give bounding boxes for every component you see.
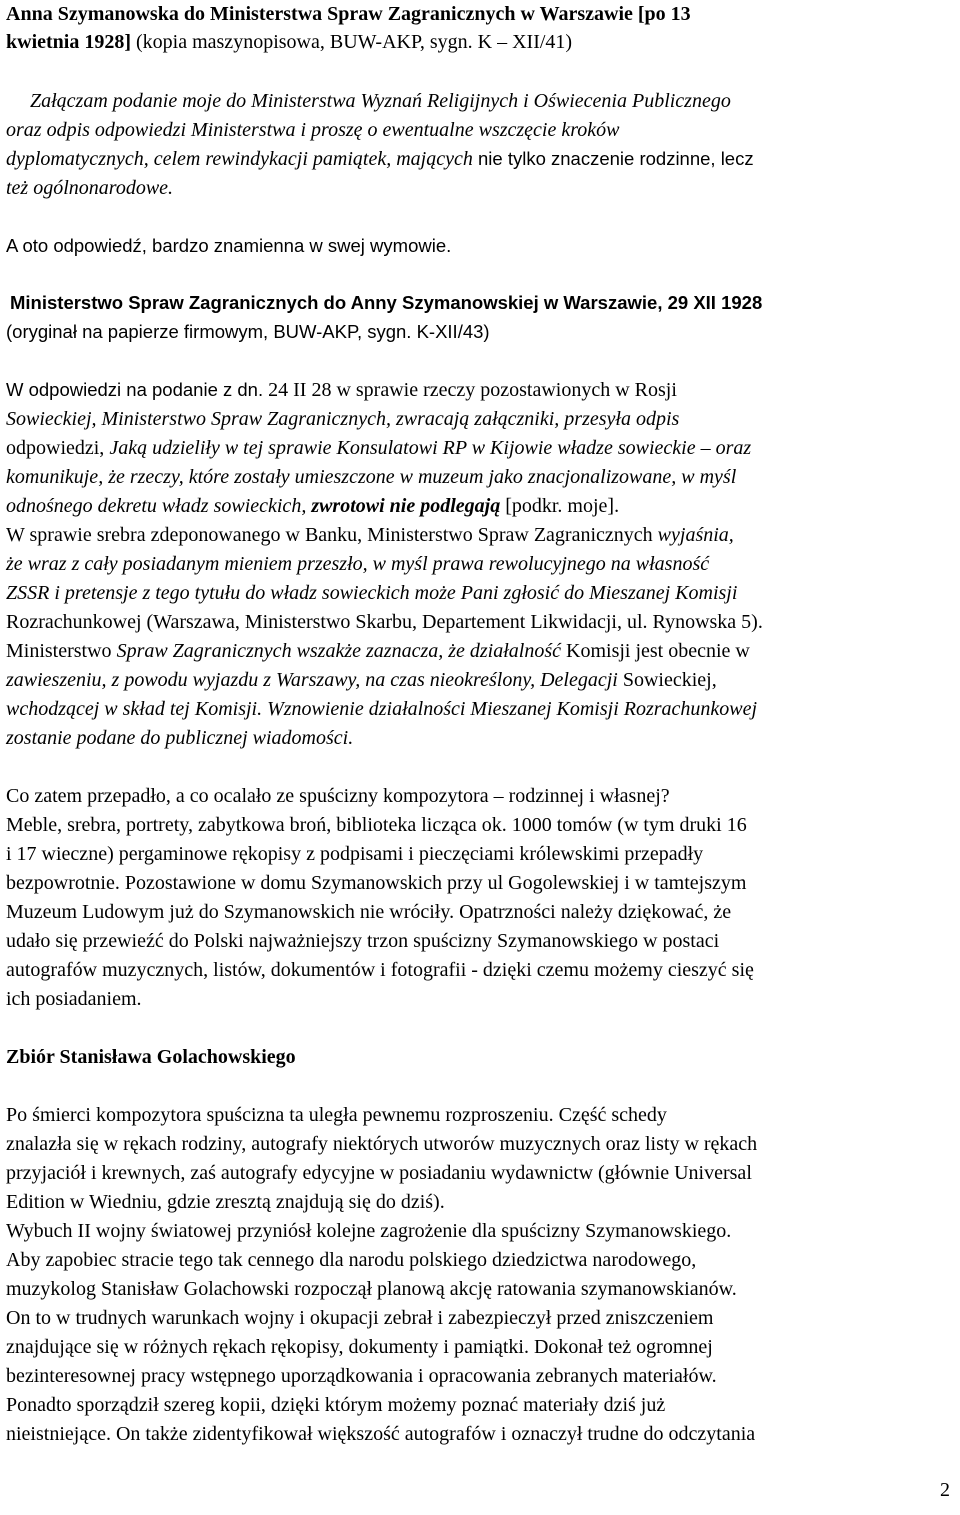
reply-text-line: W odpowiedzi na podanie z dn. 24 II 28 w sprawie rzeczy pozostawionych w Rosji: [6, 379, 677, 401]
section-text-line: przyjaciół i krewnych, zaś autografy edycyjne w posiadaniu wydawnictw (głównie Universal: [6, 1162, 752, 1184]
letter-text-line: Załączam podanie moje do Ministerstwa Wyznań Religijnych i Oświecenia Publicznego: [30, 90, 731, 112]
section-text-line: On to w trudnych warunkach wojny i okupacji zebrał i zabezpieczył przed zniszczeniem: [6, 1307, 714, 1329]
reply-text-line: Sowieckiej, Ministerstwo Spraw Zagranicznych, zwracają załączniki, przesyła odpis: [6, 408, 680, 430]
body-text-line: i 17 wieczne) pergaminowe rękopisy z podpisami i pieczęciami królewskimi przepadły: [6, 843, 704, 865]
body-text-line: Co zatem przepadło, a co ocalało ze spuścizny kompozytora – rodzinnej i własnej?: [6, 785, 670, 807]
reply-text-line: zostanie podane do publicznej wiadomości.: [6, 727, 354, 749]
reply-text-line: ZSSR i pretensje z tego tytułu do władz sowieckich może Pani zgłosić do Mieszanej Komisji: [6, 582, 738, 604]
reply-text-line: W sprawie srebra zdeponowanego w Banku, Ministerstwo Spraw Zagranicznych wyjaśnia,: [6, 524, 734, 546]
reply-text-line: Ministerstwo Spraw Zagranicznych wszakże zaznacza, że działalność Komisji jest obecnie w: [6, 640, 750, 662]
section-title: Zbiór Stanisława Golachowskiego: [6, 1046, 296, 1068]
body-text-line: udało się przewieźć do Polski najważniejszy trzon spuścizny Szymanowskiego w postaci: [6, 930, 720, 952]
body-text-line: Meble, srebra, portrety, zabytkowa broń, biblioteka licząca ok. 1000 tomów (w tym druki 16: [6, 814, 747, 836]
reply-text-line: Rozrachunkowej (Warszawa, Ministerstwo Skarbu, Departement Likwidacji, ul. Rynowska 5).: [6, 611, 763, 633]
reply-heading-line-1: Ministerstwo Spraw Zagranicznych do Anny Szymanowskiej w Warszawie, 29 XII 1928: [10, 292, 763, 313]
reply-text-line: odnośnego dekretu władz sowieckich, zwrotowi nie podlegają [podkr. moje].: [6, 495, 620, 517]
section-text-line: znajdujące się w różnych rękach rękopisy, dokumenty i pamiątki. Dokonał też ogromnej: [6, 1336, 713, 1358]
section-text-line: Po śmierci kompozytora spuścizna ta uległa pewnemu rozproszeniu. Część schedy: [6, 1104, 667, 1126]
intro-reply: A oto odpowiedź, bardzo znamienna w swej wymowie.: [6, 235, 452, 256]
section-text-line: Ponadto sporządził szereg kopii, dzięki którym możemy poznać materiały dziś już: [6, 1394, 666, 1416]
letter-heading-line-1: Anna Szymanowska do Ministerstwa Spraw Zagranicznych w Warszawie [po 13: [6, 3, 691, 25]
body-text-line: autografów muzycznych, listów, dokumentów i fotografii - dzięki czemu możemy cieszyć się: [6, 959, 754, 981]
section-text-line: Wybuch II wojny światowej przyniósł kolejne zagrożenie dla spuścizny Szymanowskiego.: [6, 1220, 732, 1242]
reply-text-line: zawieszeniu, z powodu wyjazdu z Warszawy, na czas nieokreślony, Delegacji Sowieckiej,: [6, 669, 717, 691]
letter-text-line: dyplomatycznych, celem rewindykacji pamiątek, mających nie tylko znaczenie rodzinne, lecz: [6, 148, 754, 170]
letter-text-line: też ogólnonarodowe.: [6, 177, 174, 199]
letter-text-line: oraz odpis odpowiedzi Ministerstwa i proszę o ewentualne wszczęcie kroków: [6, 119, 620, 141]
reply-text-line: komunikuje, że rzeczy, które zostały umieszczone w muzeum jako znacjonalizowane, w myśl: [6, 466, 737, 488]
page-number: 2: [940, 1479, 950, 1501]
section-text-line: Aby zapobiec stracie tego tak cennego dla narodu polskiego dziedzictwa narodowego,: [6, 1249, 697, 1271]
body-text-line: ich posiadaniem.: [6, 988, 142, 1010]
reply-text-line: wchodzącej w skład tej Komisji. Wznowienie działalności Mieszanej Komisji Rozrachunkowej: [6, 698, 758, 720]
section-text-line: Edition w Wiedniu, gdzie zresztą znajdują się do dziś).: [6, 1191, 445, 1213]
body-text-line: bezpowrotnie. Pozostawione w domu Szymanowskich przy ul Gogolewskiej i w tamtejszym: [6, 872, 747, 894]
reply-text-line: odpowiedzi, Jaką udzieliły w tej sprawie Konsulatowi RP w Kijowie władze sowieckie – oraz: [6, 437, 752, 459]
section-text-line: bezinteresownej pracy wstępnego uporządkowania i opracowania zebranych materiałów.: [6, 1365, 717, 1387]
reply-heading-line-2: (oryginał na papierze firmowym, BUW-AKP, sygn. K-XII/43): [6, 321, 490, 342]
letter-heading-line-2: kwietnia 1928] (kopia maszynopisowa, BUW-AKP, sygn. K – XII/41): [6, 31, 573, 53]
section-text-line: muzykolog Stanisław Golachowski rozpoczął planową akcję ratowania szymanowskianów.: [6, 1278, 737, 1300]
section-text-line: nieistniejące. On także zidentyfikował większość autografów i oznaczył trudne do odczytania: [6, 1423, 756, 1445]
section-text-line: znalazła się w rękach rodziny, autografy niektórych utworów muzycznych oraz listy w rękach: [6, 1133, 758, 1155]
reply-text-line: że wraz z cały posiadanym mieniem przeszło, w myśl prawa rewolucyjnego na własność: [6, 553, 710, 575]
body-text-line: Muzeum Ludowym już do Szymanowskich nie wróciły. Opatrzności należy dziękować, że: [6, 901, 732, 923]
